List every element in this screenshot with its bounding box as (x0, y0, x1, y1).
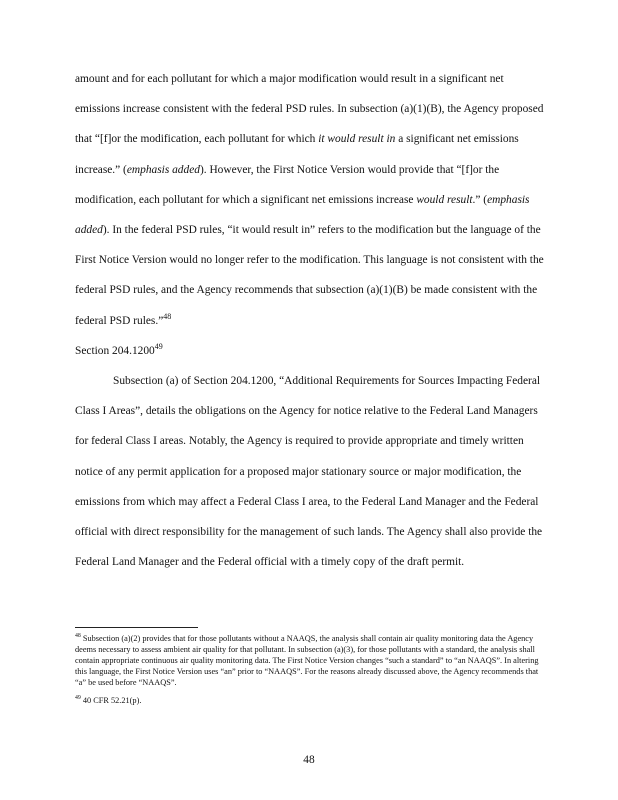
section-heading-text: Section 204.1200 (75, 344, 155, 357)
page-number: 48 (303, 754, 315, 766)
p1-emphasis-2: emphasis added (126, 163, 200, 176)
main-body-text (75, 64, 550, 577)
p1-text-2: a significant net emissions increase.” ( (75, 133, 519, 176)
footnote-text: Subsection (a)(2) provides that for those pollutants without a NAAQS, the analysis shall contain air quality monitoring data the Agency deems necessary to assess ambient air quality for that pollutant. In subsection (a)(3), for those pollutants with a standard, the analysis shall contain appropriate continuous air quality monitoring data. The First Notice Version changes “such a standard” to “an NAAQS”. In altering this language, the First Notice Version uses “an” prior to “NAAQS”. For the reasons already discussed above, the Agency recommends that “a” be used before “NAAQS”. (75, 634, 539, 687)
footnote-marker: 48 (75, 633, 81, 640)
footnote-49 (75, 696, 550, 707)
p1-text-4: .” ( (472, 193, 488, 206)
footnote-text: 40 CFR 52.21(p). (80, 695, 142, 705)
p1-text-5: ). In the federal PSD rules, “it would result in” refers to the modification but the language of the First Notice Version would no longer refer to the modification. This language is not consistent with the federal PSD rules, and the Agency recommends that subsection (a)(1)(B) be made consistent with the federal PSD rules.” (75, 224, 544, 327)
footnote-separator (75, 627, 198, 628)
p1-emphasis-4: emphasis added (75, 193, 530, 237)
paragraph-1 (75, 64, 550, 336)
footnote-marker: 49 (75, 694, 81, 701)
p1-emphasis-3: would result (416, 193, 473, 206)
footnote-ref-49: 49 (154, 342, 163, 352)
p1-text-3: ). However, the First Notice Version would provide that “[f]or the modification, each pollutant for which a significant net emissions increase (75, 163, 500, 206)
p1-text-1: amount and for each pollutant for which a major modification would result in a significant net emissions increase consistent with the federal PSD rules. In subsection (a)(1)(B), the Agency proposed that “[f]or the modification, each pollutant for which (75, 73, 544, 146)
footnote-ref-48: 48 (163, 311, 172, 321)
paragraph-2: Subsection (a) of Section 204.1200, “Additional Requirements for Sources Impacting Federal Class I Areas”, details the obligations on the Agency for notice relative to the Federal Land Managers for federal Class I areas. Notably, the Agency is required to provide appropriate and timely written notice of any permit application for a proposed major stationary source or major modification, the emissions from which may affect a Federal Class I area, to the Federal Land Manager and the Federal official with direct responsibility for the management of such lands. The Agency shall also provide the Federal Land Manager and the Federal official with a timely copy of the draft permit. (75, 375, 543, 569)
footnote-48 (75, 634, 550, 689)
p1-emphasis-1: it would result in (318, 133, 396, 146)
footnotes (75, 634, 550, 713)
section-heading (75, 336, 550, 366)
